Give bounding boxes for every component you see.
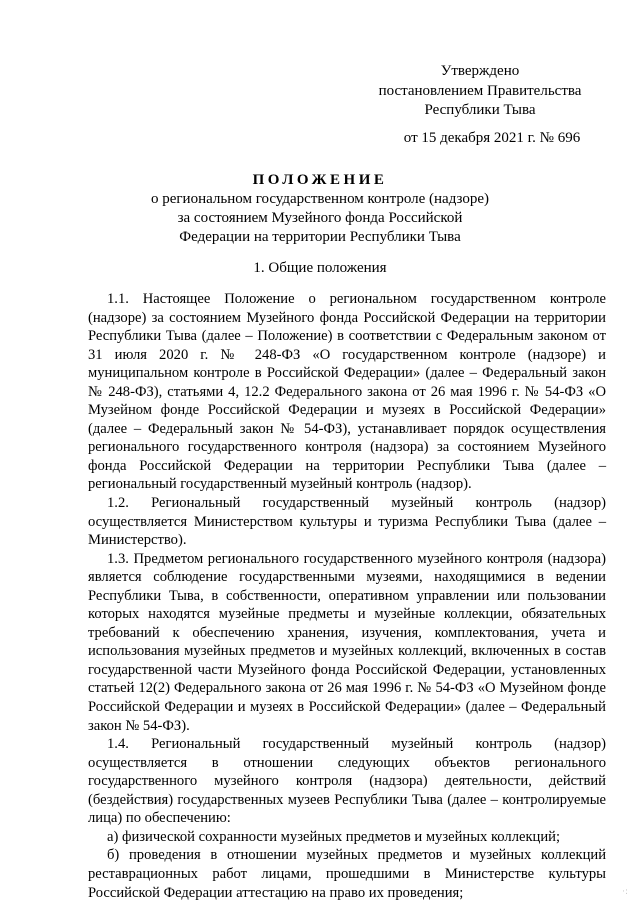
page-corner-mark: ·: <box>622 887 628 897</box>
subtitle-line-2: за состоянием Музейного фонда Российской <box>177 210 463 226</box>
paragraph-1-3: 1.3. Предметом регионального государственного музейного контроля (надзора) является соблюдение государственными музеями, находящимися в ведении Республики Тыва, в собственности, оперативном управлении или пользовании которых находятся музейные предметы и музейные коллекции, обязательных требований к обеспечению хранения, изучения, комплектования, учета и использования музейных предметов и музейных коллекций, включенных в состав государственной части Музейного фонда Российской Федерации, установленных статьей 12(2) Федерального закона от 26 мая 1996 г. № 54-ФЗ «О Музейном фонде Российской Федерации и музеях в Российской Федерации» (далее – Федеральный закон № 54-ФЗ). <box>88 550 606 734</box>
approval-line-1: Утверждено <box>440 63 520 79</box>
document-subtitle <box>110 190 530 247</box>
approval-line-3: Республики Тыва <box>424 102 536 118</box>
paragraph-1-1: 1.1. Настоящее Положение о региональном государственном контроле (надзоре) за состоянием Музейного фонда Российской Федерации на территории Республики Тыва (далее – Положение) в соответствии с Федеральным законом от 31 июля 2020 г. № 248-ФЗ «О государственном контроле (надзоре) и муниципальном контроле в Российской Федерации» (далее – Федеральный закон № 248-ФЗ), статьями 4, 12.2 Федерального закона от 26 мая 1996 г. № 54-ФЗ «О Музейном фонде Российской Федерации и музеях в Российской Федерации» (далее – Федеральный закон № 54-ФЗ), устанавливает порядок осуществления регионального государственного контроля (надзора) за состоянием Музейного фонда Российской Федерации на территории Республики Тыва (далее – региональный государственный музейный контроль (надзор). <box>88 291 606 493</box>
paragraph-1-4: 1.4. Региональный государственный музейный контроль (надзор) осуществляется в отношении следующих объектов регионального государственного музейного контроля (надзора) деятельности, действий (бездействия) государственных музеев Республики Тыва (далее – контролируемые лица) по обеспечению: <box>88 736 606 827</box>
paragraph-item-a: а) физической сохранности музейных предметов и музейных коллекций; <box>107 828 561 845</box>
paragraph-1-2: 1.2. Региональный государственный музейный контроль (надзор) осуществляется Министерством культуры и туризма Республики Тыва (далее – Министерство). <box>88 495 606 549</box>
subtitle-line-1: о региональном государственном контроле (надзоре) <box>150 191 490 207</box>
paragraph-item-b: б) проведения в отношении музейных предметов и музейных коллекций реставрационных работ лицами, прошедшими в Министерстве культуры Российской Федерации аттестацию на право их проведения; <box>88 847 606 901</box>
section-heading: 1. Общие положения <box>253 260 387 276</box>
approval-date: от 15 декабря 2021 г. № 696 <box>403 130 581 146</box>
document-body <box>88 290 606 902</box>
approval-line-2: постановлением Правительства <box>378 82 582 99</box>
subtitle-line-3: Федерации на территории Республики Тыва <box>179 229 461 245</box>
document-title: ПОЛОЖЕНИЕ <box>252 172 388 188</box>
approval-stamp <box>350 62 610 121</box>
